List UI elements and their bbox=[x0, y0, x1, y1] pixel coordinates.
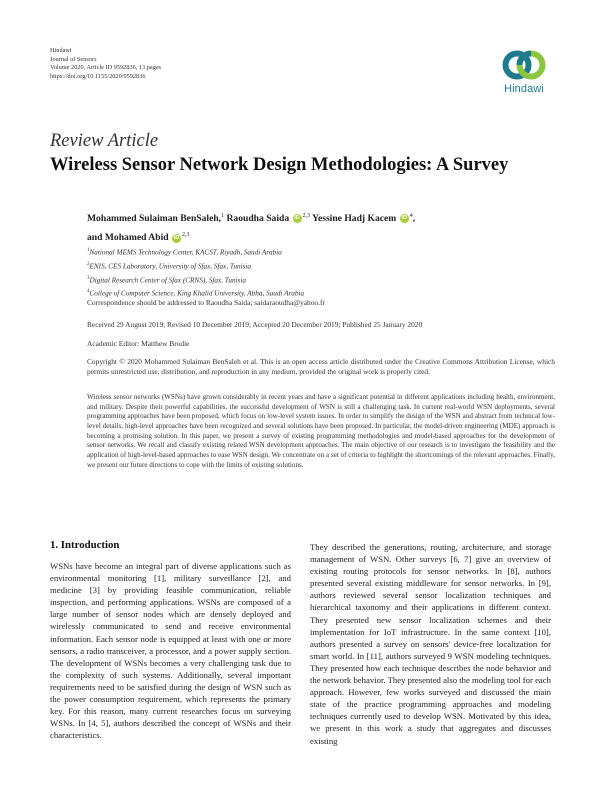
article-title: Wireless Sensor Network Design Methodologies: A Survey bbox=[50, 155, 509, 175]
author-sup: 2,3 bbox=[181, 232, 190, 239]
affiliation-item: $^3$Digital Research Center of Sfax (CRNS), Sfax, Tunisia bbox=[87, 275, 246, 284]
logo-text: Hindawi bbox=[504, 83, 544, 95]
abstract: Wireless sensor networks (WSNs) have grown considerably in recent years and have a significant potential in different applications including health, environment, and military. Despite their powerful capabilities, the successful development of WSN is still a challenging task. In current real-world WSN deployments, several programming approaches have been proposed, which focus on low-level system issues. In order to simplify the design of the WSN and abstract from technical low-level details, high-level approaches have been recognized and several solutions have been proposed. In particular, the model-driven engineering (MDE) approach is becoming a promising solution. In this paper, we present a survey of existing programming methodologies and model-based approaches for the development of sensor networks. We recall and classify existing related WSN development approaches. The main objective of our research is to investigate the feasibility and the application of high-level-based approaches to ease WSN design. We concentrate on a set of criteria to highlight the shortcomings of the relevant approaches. Finally, we present our future directions to cope with the limits of existing solutions. bbox=[87, 393, 555, 469]
author-list: Mohammed Sulaiman BenSaleh,$^1$ Raoudha Saida iD $^{2,3}$ Yessine Hadj Kacem iD $^4$, and Mohamed Abid iD $^{2,3}$ bbox=[87, 213, 416, 244]
author-name[interactable]: Raoudha Saida bbox=[226, 213, 290, 225]
publication-dates: Received 29 August 2019; Revised 10 December 2019; Accepted 20 December 2019; Published 25 January 2020 bbox=[87, 320, 423, 329]
hindawi-logo[interactable] bbox=[496, 49, 552, 95]
body-text-right-column: They described the generations, routing, architecture, and storage management of WSN. Other surveys [6, 7] give an overview of existing routing protocols for sensor networks. In [8], authors presented several existing middleware for sensor networks. In [9], authors reviewed several sensor localization techniques and hierarchical taxonomy and their applications in different context. They presented new sensor localization schemes and their implementation for IoT infrastructure. In the same context [10], authors presented a survey on sensors' device-free localization for smart world. In [11], authors surveyed 9 WSN modeling techniques. They presented how each technique describes the node behavior and the network behavior. They presented also the modeling tool for each approach. However, few works surveyed and discussed the main state of the practice programming approaches and modeling techniques currently used to develop WSN. Motivated by this idea, we present in this work a study that aggregates and discusses existing bbox=[310, 542, 551, 746]
journal-meta bbox=[50, 47, 161, 81]
affiliation-item: $^1$National MEMS Technology Center, KACST, Riyadh, Saudi Arabia bbox=[87, 248, 282, 257]
volume-line: Volume 2020, Article ID 9592836, 13 pages bbox=[50, 64, 162, 72]
section-heading: 1. Introduction bbox=[50, 539, 120, 551]
hindawi-logo-icon bbox=[501, 49, 547, 81]
author-sup: 2,3 bbox=[302, 213, 311, 219]
article-type: Review Article bbox=[50, 131, 159, 151]
correspondence: Correspondence should be addressed to Raoudha Saida; saidaraoudha@yahoo.fr bbox=[87, 298, 325, 307]
author-sup: 4 bbox=[409, 213, 413, 219]
academic-editor: Academic Editor: Matthew Brodie bbox=[87, 339, 190, 348]
author-name[interactable]: and Mohamed Abid bbox=[87, 232, 169, 244]
journal-name: Journal of Sensors bbox=[50, 55, 97, 63]
author-name[interactable]: Yessine Hadj Kacem bbox=[312, 213, 397, 225]
author-name[interactable]: Mohammed Sulaiman BenSaleh, bbox=[87, 213, 222, 225]
copyright-notice: Copyright © 2020 Mohammed Sulaiman BenSaleh et al. This is an open access article distributed under the Creative Commons Attribution License, which permits unrestricted use, distribution, and reproduction in any medium, provided the original work is properly cited. bbox=[87, 357, 555, 377]
affiliation-list bbox=[87, 245, 304, 300]
author-sup: 1 bbox=[221, 213, 225, 219]
affiliation-item: $^2$ENIS, CES Laboratory, University of Sfax, Sfax, Tunisia bbox=[87, 261, 252, 271]
body-text-left-column: WSNs have become an integral part of diverse applications such as environmental monitoring [1], military surveillance [2], and medicine [3] by providing feasible communication, reliable inspection, and performing applications. WSNs are composed of a large number of sensor nodes which are densely deployed and wirelessly communicated to send and receive environmental information. Each sensor node is equipped at least with one or more sensors, a radio transceiver, a processor, and a power supply section. The development of WSNs becomes a very challenging task due to the complexity of such systems. Additionally, several important requirements need to be satisfied during the design of WSN such as the power consumption requirement, which represents the primary key. For this reason, many current researches focus on surveying WSNs. In [4, 5], authors described the concept of WSNs and their characteristics. bbox=[50, 561, 291, 741]
doi-link[interactable]: https://doi.org/10.1155/2020/9592836 bbox=[50, 72, 146, 80]
orcid-icon[interactable]: iD bbox=[294, 215, 300, 222]
orcid-icon[interactable]: iD bbox=[401, 215, 407, 222]
publisher-name: Hindawi bbox=[50, 47, 72, 54]
orcid-icon[interactable]: iD bbox=[173, 234, 180, 241]
affiliation-item: $^4$College of Computer Science, King Khalid University, Abha, Saudi Arabia bbox=[87, 289, 305, 298]
